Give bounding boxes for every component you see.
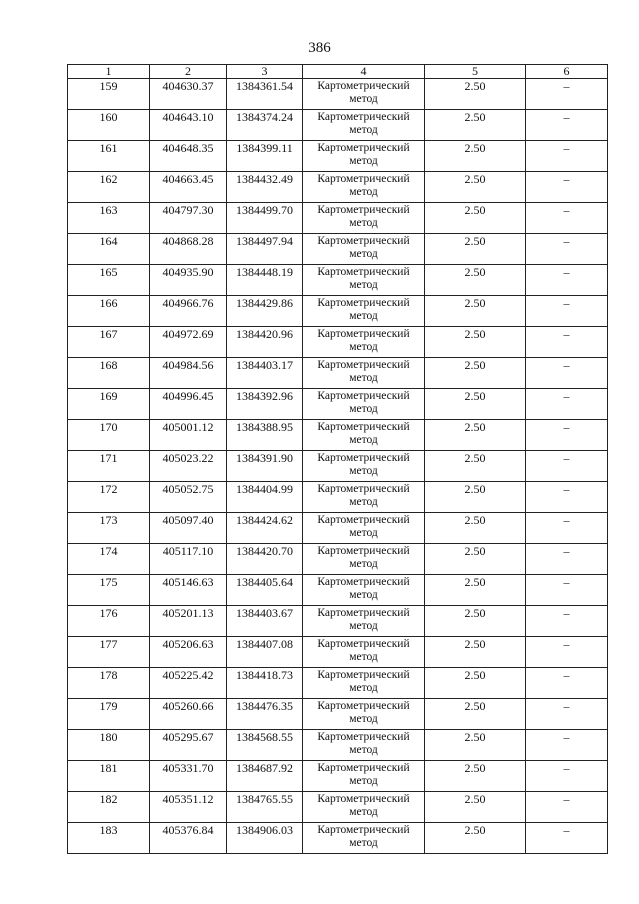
table-body (68, 79, 608, 854)
note-cell: – (526, 699, 608, 730)
point-number-cell: 183 (68, 823, 150, 854)
table-row (68, 389, 608, 420)
accuracy-cell: 2.50 (425, 420, 526, 451)
method-cell: Картометрический метод (303, 482, 425, 513)
point-number-cell: 160 (68, 110, 150, 141)
method-cell: Картометрический метод (303, 141, 425, 172)
x-coordinate-cell: 404630.37 (150, 79, 227, 110)
x-coordinate-cell: 405146.63 (150, 575, 227, 606)
point-number-cell: 159 (68, 79, 150, 110)
point-number-cell: 162 (68, 172, 150, 203)
x-coordinate-cell: 405260.66 (150, 699, 227, 730)
table-row (68, 513, 608, 544)
y-coordinate-cell: 1384476.35 (227, 699, 303, 730)
method-cell: Картометрический метод (303, 327, 425, 358)
y-coordinate-cell: 1384448.19 (227, 265, 303, 296)
column-header: 5 (425, 65, 526, 79)
x-coordinate-cell: 405201.13 (150, 606, 227, 637)
y-coordinate-cell: 1384687.92 (227, 761, 303, 792)
table-row (68, 637, 608, 668)
x-coordinate-cell: 405295.67 (150, 730, 227, 761)
y-coordinate-cell: 1384388.95 (227, 420, 303, 451)
accuracy-cell: 2.50 (425, 327, 526, 358)
method-cell: Картометрический метод (303, 699, 425, 730)
x-coordinate-cell: 404935.90 (150, 265, 227, 296)
y-coordinate-cell: 1384404.99 (227, 482, 303, 513)
note-cell: – (526, 637, 608, 668)
accuracy-cell: 2.50 (425, 110, 526, 141)
point-number-cell: 166 (68, 296, 150, 327)
method-cell: Картометрический метод (303, 296, 425, 327)
table-row (68, 606, 608, 637)
y-coordinate-cell: 1384424.62 (227, 513, 303, 544)
note-cell: – (526, 110, 608, 141)
x-coordinate-cell: 404663.45 (150, 172, 227, 203)
point-number-cell: 163 (68, 203, 150, 234)
y-coordinate-cell: 1384361.54 (227, 79, 303, 110)
method-cell: Картометрический метод (303, 451, 425, 482)
point-number-cell: 167 (68, 327, 150, 358)
table-row (68, 110, 608, 141)
y-coordinate-cell: 1384765.55 (227, 792, 303, 823)
x-coordinate-cell: 405351.12 (150, 792, 227, 823)
table-row (68, 203, 608, 234)
y-coordinate-cell: 1384392.96 (227, 389, 303, 420)
table-row (68, 761, 608, 792)
x-coordinate-cell: 405117.10 (150, 544, 227, 575)
x-coordinate-cell: 405206.63 (150, 637, 227, 668)
x-coordinate-cell: 405376.84 (150, 823, 227, 854)
point-number-cell: 178 (68, 668, 150, 699)
note-cell: – (526, 389, 608, 420)
note-cell: – (526, 234, 608, 265)
note-cell: – (526, 265, 608, 296)
accuracy-cell: 2.50 (425, 451, 526, 482)
column-header: 6 (526, 65, 608, 79)
method-cell: Картометрический метод (303, 637, 425, 668)
method-cell: Картометрический метод (303, 544, 425, 575)
header-row (68, 65, 608, 79)
y-coordinate-cell: 1384906.03 (227, 823, 303, 854)
x-coordinate-cell: 405052.75 (150, 482, 227, 513)
point-number-cell: 168 (68, 358, 150, 389)
y-coordinate-cell: 1384407.08 (227, 637, 303, 668)
accuracy-cell: 2.50 (425, 699, 526, 730)
method-cell: Картометрический метод (303, 606, 425, 637)
note-cell: – (526, 575, 608, 606)
y-coordinate-cell: 1384429.86 (227, 296, 303, 327)
point-number-cell: 177 (68, 637, 150, 668)
y-coordinate-cell: 1384568.55 (227, 730, 303, 761)
accuracy-cell: 2.50 (425, 203, 526, 234)
point-number-cell: 169 (68, 389, 150, 420)
point-number-cell: 179 (68, 699, 150, 730)
accuracy-cell: 2.50 (425, 513, 526, 544)
accuracy-cell: 2.50 (425, 544, 526, 575)
accuracy-cell: 2.50 (425, 482, 526, 513)
accuracy-cell: 2.50 (425, 234, 526, 265)
note-cell: – (526, 203, 608, 234)
table-row (68, 575, 608, 606)
y-coordinate-cell: 1384432.49 (227, 172, 303, 203)
point-number-cell: 170 (68, 420, 150, 451)
point-number-cell: 173 (68, 513, 150, 544)
y-coordinate-cell: 1384497.94 (227, 234, 303, 265)
method-cell: Картометрический метод (303, 823, 425, 854)
note-cell: – (526, 792, 608, 823)
table-row (68, 668, 608, 699)
accuracy-cell: 2.50 (425, 792, 526, 823)
point-number-cell: 165 (68, 265, 150, 296)
x-coordinate-cell: 404996.45 (150, 389, 227, 420)
y-coordinate-cell: 1384418.73 (227, 668, 303, 699)
point-number-cell: 176 (68, 606, 150, 637)
accuracy-cell: 2.50 (425, 606, 526, 637)
note-cell: – (526, 420, 608, 451)
method-cell: Картометрический метод (303, 172, 425, 203)
point-number-cell: 181 (68, 761, 150, 792)
x-coordinate-cell: 405225.42 (150, 668, 227, 699)
x-coordinate-cell: 405023.22 (150, 451, 227, 482)
y-coordinate-cell: 1384403.17 (227, 358, 303, 389)
accuracy-cell: 2.50 (425, 79, 526, 110)
y-coordinate-cell: 1384499.70 (227, 203, 303, 234)
x-coordinate-cell: 405097.40 (150, 513, 227, 544)
method-cell: Картометрический метод (303, 761, 425, 792)
method-cell: Картометрический метод (303, 265, 425, 296)
y-coordinate-cell: 1384420.70 (227, 544, 303, 575)
accuracy-cell: 2.50 (425, 265, 526, 296)
point-number-cell: 161 (68, 141, 150, 172)
accuracy-cell: 2.50 (425, 389, 526, 420)
y-coordinate-cell: 1384374.24 (227, 110, 303, 141)
table-row (68, 296, 608, 327)
accuracy-cell: 2.50 (425, 761, 526, 792)
point-number-cell: 174 (68, 544, 150, 575)
column-header: 1 (68, 65, 150, 79)
table-row (68, 265, 608, 296)
table-row (68, 544, 608, 575)
x-coordinate-cell: 405001.12 (150, 420, 227, 451)
x-coordinate-cell: 404868.28 (150, 234, 227, 265)
point-number-cell: 180 (68, 730, 150, 761)
table-row (68, 792, 608, 823)
method-cell: Картометрический метод (303, 420, 425, 451)
note-cell: – (526, 668, 608, 699)
note-cell: – (526, 172, 608, 203)
x-coordinate-cell: 404797.30 (150, 203, 227, 234)
note-cell: – (526, 544, 608, 575)
table-row (68, 141, 608, 172)
method-cell: Картометрический метод (303, 792, 425, 823)
accuracy-cell: 2.50 (425, 296, 526, 327)
coordinates-table (67, 64, 608, 854)
method-cell: Картометрический метод (303, 79, 425, 110)
method-cell: Картометрический метод (303, 513, 425, 544)
x-coordinate-cell: 404966.76 (150, 296, 227, 327)
note-cell: – (526, 761, 608, 792)
y-coordinate-cell: 1384420.96 (227, 327, 303, 358)
y-coordinate-cell: 1384399.11 (227, 141, 303, 172)
method-cell: Картометрический метод (303, 575, 425, 606)
accuracy-cell: 2.50 (425, 730, 526, 761)
accuracy-cell: 2.50 (425, 668, 526, 699)
column-header: 2 (150, 65, 227, 79)
point-number-cell: 172 (68, 482, 150, 513)
note-cell: – (526, 141, 608, 172)
x-coordinate-cell: 404643.10 (150, 110, 227, 141)
y-coordinate-cell: 1384405.64 (227, 575, 303, 606)
point-number-cell: 171 (68, 451, 150, 482)
table-row (68, 823, 608, 854)
table-row (68, 730, 608, 761)
table-row (68, 172, 608, 203)
note-cell: – (526, 606, 608, 637)
accuracy-cell: 2.50 (425, 823, 526, 854)
table-row (68, 451, 608, 482)
note-cell: – (526, 823, 608, 854)
column-header: 4 (303, 65, 425, 79)
x-coordinate-cell: 404648.35 (150, 141, 227, 172)
method-cell: Картометрический метод (303, 730, 425, 761)
table-row (68, 327, 608, 358)
table-row (68, 234, 608, 265)
accuracy-cell: 2.50 (425, 575, 526, 606)
accuracy-cell: 2.50 (425, 141, 526, 172)
method-cell: Картометрический метод (303, 668, 425, 699)
table-row (68, 699, 608, 730)
note-cell: – (526, 327, 608, 358)
note-cell: – (526, 451, 608, 482)
accuracy-cell: 2.50 (425, 358, 526, 389)
x-coordinate-cell: 404984.56 (150, 358, 227, 389)
method-cell: Картометрический метод (303, 110, 425, 141)
page-number: 386 (308, 40, 331, 56)
point-number-cell: 164 (68, 234, 150, 265)
point-number-cell: 175 (68, 575, 150, 606)
table-row (68, 482, 608, 513)
method-cell: Картометрический метод (303, 389, 425, 420)
note-cell: – (526, 296, 608, 327)
accuracy-cell: 2.50 (425, 172, 526, 203)
table-row (68, 79, 608, 110)
method-cell: Картометрический метод (303, 358, 425, 389)
note-cell: – (526, 358, 608, 389)
y-coordinate-cell: 1384391.90 (227, 451, 303, 482)
y-coordinate-cell: 1384403.67 (227, 606, 303, 637)
table-row (68, 420, 608, 451)
note-cell: – (526, 79, 608, 110)
point-number-cell: 182 (68, 792, 150, 823)
x-coordinate-cell: 404972.69 (150, 327, 227, 358)
x-coordinate-cell: 405331.70 (150, 761, 227, 792)
note-cell: – (526, 513, 608, 544)
table-row (68, 358, 608, 389)
method-cell: Картометрический метод (303, 234, 425, 265)
note-cell: – (526, 730, 608, 761)
accuracy-cell: 2.50 (425, 637, 526, 668)
method-cell: Картометрический метод (303, 203, 425, 234)
column-header: 3 (227, 65, 303, 79)
note-cell: – (526, 482, 608, 513)
